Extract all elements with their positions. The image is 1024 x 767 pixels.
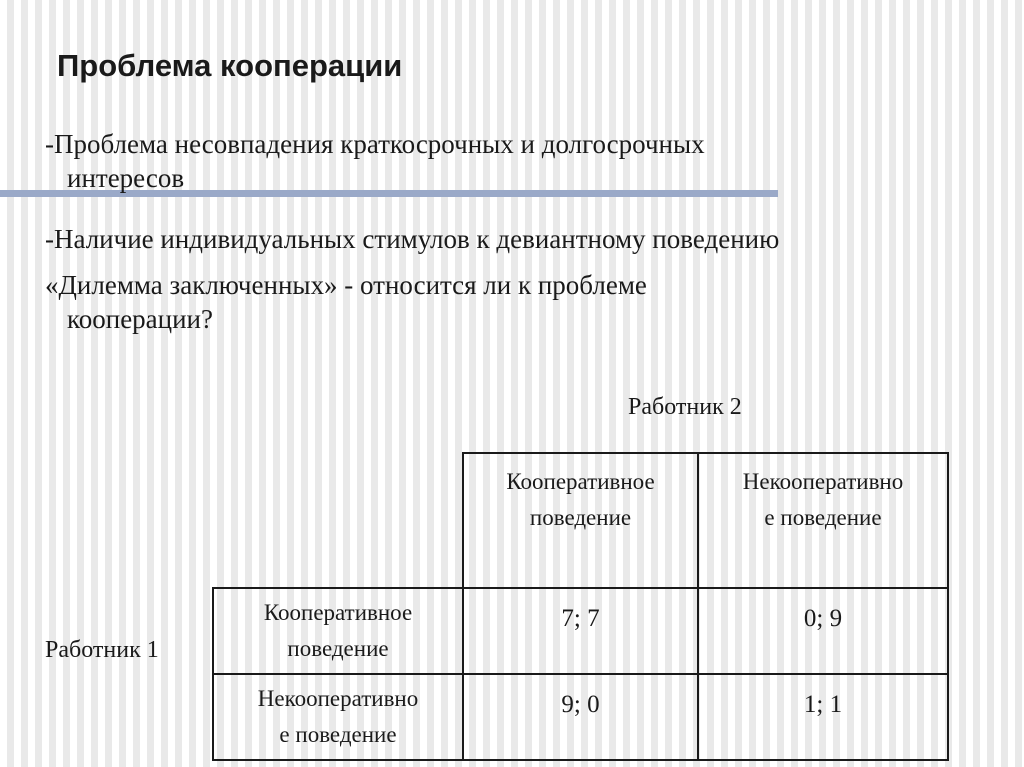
payoff-cell-coop-noncoop: 0; 9 xyxy=(698,588,948,674)
header-row xyxy=(213,453,948,588)
slide-title: Проблема кооперации xyxy=(57,48,403,83)
bullet-1 xyxy=(45,127,705,195)
payoff-cell-noncoop-noncoop: 1; 1 xyxy=(698,674,948,760)
col-header-cooperative xyxy=(463,453,698,588)
row-header-cooperative-line-2: поведение xyxy=(287,636,389,661)
matrix-row-cooperative xyxy=(213,588,948,674)
bullet-3-line-1: «Дилемма заключенных» - относится ли к проблеме xyxy=(45,270,647,300)
row-header-noncooperative-line-2: е поведение xyxy=(279,722,397,747)
row-header-cooperative-line-1: Кооперативное xyxy=(263,600,413,625)
row-header-noncooperative-line-1: Некооперативно xyxy=(257,686,419,711)
payoff-cell-noncoop-coop: 9; 0 xyxy=(463,674,698,760)
payoff-matrix xyxy=(212,452,949,761)
bullet-1-line-2: интересов xyxy=(67,163,185,193)
col-header-cooperative-line-2: поведение xyxy=(529,505,632,530)
col-header-noncooperative-line-1: Некооперативно xyxy=(742,469,904,494)
row-header-noncooperative xyxy=(213,674,463,760)
row-header-cooperative xyxy=(213,588,463,674)
bullet-2-line-1: -Наличие индивидуальных стимулов к девиантному поведению xyxy=(45,224,780,254)
col-header-noncooperative xyxy=(698,453,948,588)
bullet-1-line-1: -Проблема несовпадения краткосрочных и долгосрочных xyxy=(45,129,705,159)
col-header-noncooperative-line-2: е поведение xyxy=(764,505,882,530)
matrix-row-noncooperative xyxy=(213,674,948,760)
bullet-3-line-2: кооперации? xyxy=(67,304,213,334)
matrix-corner xyxy=(213,453,463,588)
player-1-label: Работник 1 xyxy=(45,637,159,663)
bullet-2 xyxy=(45,222,779,256)
bullet-3 xyxy=(45,268,647,336)
player-2-label: Работник 2 xyxy=(628,394,742,420)
payoff-cell-coop-coop: 7; 7 xyxy=(463,588,698,674)
col-header-cooperative-line-1: Кооперативное xyxy=(506,469,655,494)
